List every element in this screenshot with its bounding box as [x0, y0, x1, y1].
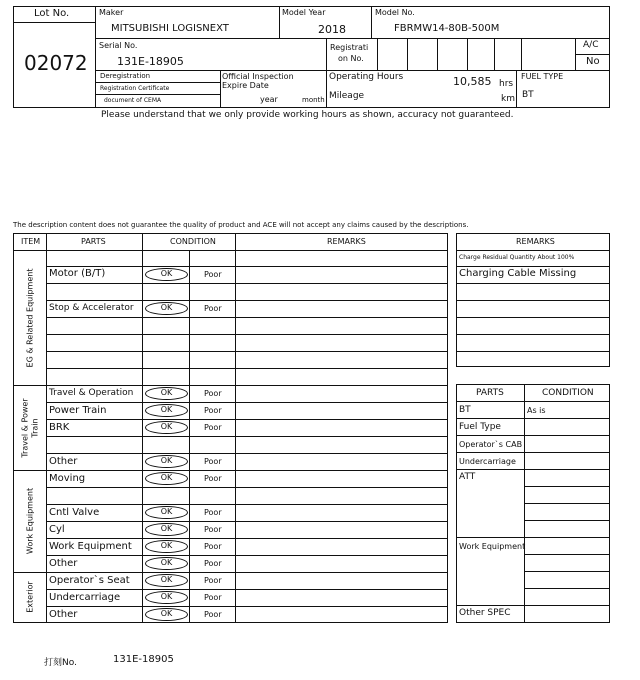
group-label-eg-related: EG & Related Equipment	[25, 268, 35, 368]
condition-poor-travel-other: Poor	[204, 457, 222, 466]
deregistration-label: Deregistration	[100, 72, 151, 80]
condition-poor-work-other: Poor	[204, 559, 222, 568]
condition-poor-cntl-valve: Poor	[204, 508, 222, 517]
inspection-label-1: Official Inspection	[222, 72, 294, 81]
lot-number: 02072	[24, 51, 88, 75]
fuel-type-value: BT	[522, 90, 534, 100]
year-label: year	[260, 95, 278, 104]
mileage-label: Mileage	[329, 91, 365, 101]
ac-label: A/C	[583, 40, 599, 50]
condition-poor-exterior-other: Poor	[204, 610, 222, 619]
condition-poor-operator-seat: Poor	[204, 576, 222, 585]
parts-box-part-operator-cab: Operator`s CAB	[459, 440, 523, 449]
registration-label-1: Registrati	[330, 43, 369, 52]
parts-box-header-condition: CONDITION	[542, 388, 594, 398]
inspection-label-2: Expire Date	[222, 81, 269, 90]
condition-poor-moving: Poor	[204, 474, 222, 483]
lot-label: Lot No.	[34, 8, 70, 19]
col-header-item: ITEM	[21, 237, 41, 246]
condition-poor-stop-accelerator: Poor	[204, 304, 222, 313]
hours-unit: hrs	[499, 79, 514, 89]
condition-ok-stop-accelerator: OK	[145, 302, 188, 315]
disclaimer-text: The description content does not guarantee the quality of product and ACE will not accept any claims caused by the descriptions.	[13, 221, 469, 229]
serial-value: 131E-18905	[117, 55, 184, 68]
model-no-label: Model No.	[375, 8, 415, 17]
condition-poor-brk: Poor	[204, 423, 222, 432]
condition-poor-undercarriage: Poor	[204, 593, 222, 602]
part-motor: Motor (B/T)	[49, 268, 106, 279]
part-moving: Moving	[49, 473, 86, 484]
fuel-type-label: FUEL TYPE	[521, 72, 564, 81]
part-operator-seat: Operator`s Seat	[49, 575, 130, 586]
operating-hours-value: 10,585	[453, 75, 492, 88]
condition-ok-motor: OK	[145, 268, 188, 281]
parts-box-part-bt: BT	[459, 405, 471, 415]
part-travel-operation: Travel & Operation	[49, 388, 134, 398]
condition-ok-exterior-other: OK	[145, 608, 188, 621]
cema-document-label: document of CEMA	[104, 97, 162, 104]
part-stop-accelerator: Stop & Accelerator	[49, 303, 134, 313]
part-exterior-other: Other	[49, 609, 78, 620]
part-brk: BRK	[49, 422, 70, 433]
maker-value: MITSUBISHI LOGISNEXT	[111, 23, 229, 34]
model-year-label: Model Year	[282, 8, 326, 17]
condition-ok-work-other: OK	[145, 557, 188, 570]
charging-cable-remark: Charging Cable Missing	[459, 268, 577, 279]
operating-hours-label: Operating Hours	[329, 72, 404, 82]
condition-ok-operator-seat: OK	[145, 574, 188, 587]
stamp-number-value: 131E-18905	[113, 654, 174, 665]
condition-poor-travel-operation: Poor	[204, 389, 222, 398]
condition-ok-brk: OK	[145, 421, 188, 434]
model-year-value: 2018	[318, 23, 346, 36]
col-header-condition: CONDITION	[170, 237, 216, 246]
part-work-other: Other	[49, 558, 78, 569]
serial-label: Serial No.	[99, 41, 138, 50]
parts-box-condition-bt: As is	[527, 406, 546, 415]
part-undercarriage: Undercarriage	[49, 592, 121, 603]
group-label-travel-power-1: Travel & Power	[20, 398, 30, 458]
part-work-equipment: Work Equipment	[49, 541, 132, 552]
model-no-value: FBRMW14-80B-500M	[394, 23, 500, 34]
condition-ok-moving: OK	[145, 472, 188, 485]
month-label: month	[302, 96, 325, 104]
condition-poor-work-equipment: Poor	[204, 542, 222, 551]
parts-box-part-work-equipment: Work Equipment	[459, 542, 526, 551]
condition-poor-power-train: Poor	[204, 406, 222, 415]
part-cyl: Cyl	[49, 524, 65, 535]
col-header-remarks: REMARKS	[327, 237, 366, 246]
condition-poor-cyl: Poor	[204, 525, 222, 534]
parts-box-part-att: ATT	[459, 472, 476, 482]
group-label-work-equipment: Work Equipment	[25, 487, 35, 555]
condition-ok-undercarriage: OK	[145, 591, 188, 604]
part-power-train: Power Train	[49, 405, 107, 416]
ac-value: No	[586, 56, 600, 67]
stamp-number-label: 打刻No.	[44, 658, 77, 668]
charge-residual-remark: Charge Residual Quantity About 100%	[459, 254, 575, 261]
remarks-box-header: REMARKS	[516, 237, 555, 246]
condition-ok-travel-operation: OK	[145, 387, 188, 400]
condition-poor-motor: Poor	[204, 270, 222, 279]
registration-certificate-label: Registration Certificate	[100, 85, 170, 92]
hours-accuracy-notice: Please understand that we only provide working hours as shown, accuracy not guaranteed.	[101, 110, 514, 120]
part-cntl-valve: Cntl Valve	[49, 507, 100, 518]
parts-box-part-fuel-type: Fuel Type	[459, 422, 501, 432]
condition-ok-work-equipment: OK	[145, 540, 188, 553]
condition-ok-cyl: OK	[145, 523, 188, 536]
parts-box-header-parts: PARTS	[476, 388, 504, 398]
group-label-exterior: Exterior	[25, 581, 35, 613]
part-travel-other: Other	[49, 456, 78, 467]
km-unit: km	[501, 94, 515, 104]
col-header-parts: PARTS	[81, 237, 106, 246]
registration-label-2: on No.	[338, 54, 364, 63]
maker-label: Maker	[99, 8, 124, 17]
condition-ok-travel-other: OK	[145, 455, 188, 468]
parts-box-part-other-spec: Other SPEC	[459, 608, 511, 618]
condition-ok-power-train: OK	[145, 404, 188, 417]
condition-ok-cntl-valve: OK	[145, 506, 188, 519]
parts-box-part-undercarriage: Undercarriage	[459, 457, 516, 466]
group-label-travel-power-2: Train	[30, 418, 40, 438]
